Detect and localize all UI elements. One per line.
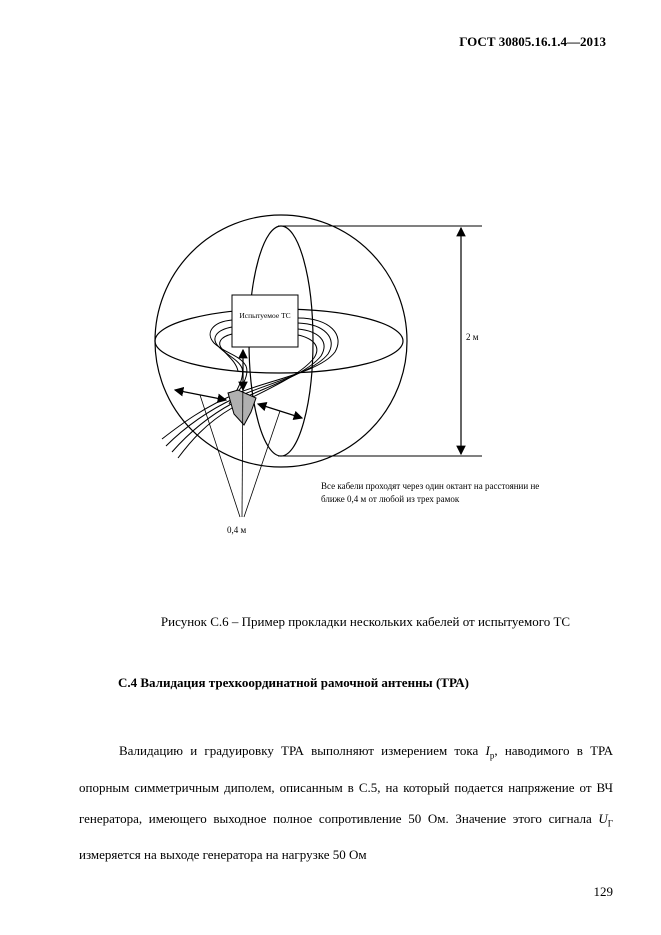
document-header: ГОСТ 30805.16.1.4—2013 xyxy=(459,34,606,49)
paragraph-text: Валидацию и градуировку ТРА выполняют измерением тока xyxy=(119,743,486,758)
figure-caption: Рисунок С.6 – Пример прокладки нескольких кабелей от испытуемого ТС xyxy=(160,614,571,629)
figure-note: Все кабели проходят через один октант на расстоянии не ближе 0,4 м от любой из трех рамок xyxy=(321,481,540,504)
section-heading: С.4 Валидация трехкоординатной рамочной антенны (ТРА) xyxy=(118,675,469,690)
paragraph-text: , наводимого в ТРА опорным симметричным диполем, описанным в С.5, на который подается напряжение от ВЧ генератора, имеющего выходное полное сопротивление 50 Ом. Значение этого сигнала xyxy=(79,743,613,826)
current-symbol: I xyxy=(485,743,490,758)
paragraph-text: измеряется на выходе генератора на нагрузке 50 Ом xyxy=(79,847,367,863)
dimension-2m-label: 2 м xyxy=(466,332,479,342)
body-paragraph xyxy=(79,735,613,870)
distance-label: 0,4 м xyxy=(227,525,247,535)
page-number: 129 xyxy=(593,884,613,899)
eut-box xyxy=(232,295,298,347)
voltage-subscript: Г xyxy=(607,818,613,829)
cable-filter xyxy=(228,390,256,425)
current-subscript: p xyxy=(489,750,495,761)
voltage-symbol: U xyxy=(598,810,608,826)
eut-label: Испытуемое ТС xyxy=(239,311,291,320)
